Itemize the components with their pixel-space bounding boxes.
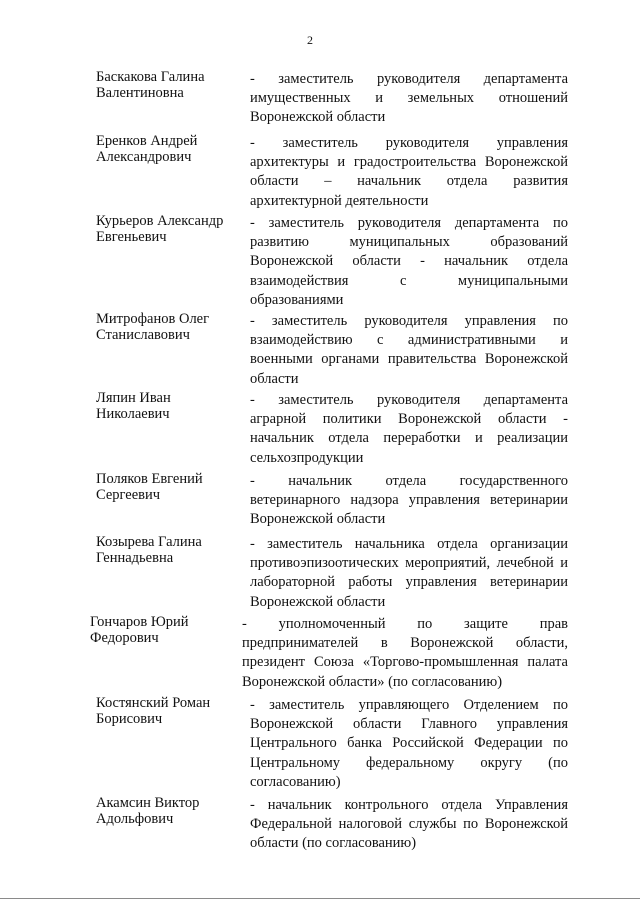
page-number: 2 — [307, 33, 313, 47]
person-name: Поляков Евгений Сергеевич — [96, 471, 203, 503]
person-name: Курьеров Александр Евгеньевич — [96, 213, 224, 245]
person-position: - заместитель руководителя управления по взаимодействию с административными и военными органами правительства Воронежской области — [250, 313, 568, 387]
person-name: Гончаров Юрий Федорович — [90, 614, 189, 646]
person-position: - заместитель начальника отдела организации противоэпизоотических мероприятий, лечебной и лабораторной работы управления ветеринарии Воронежской области — [250, 536, 568, 610]
person-position: - заместитель руководителя управления архитектуры и градостроительства Воронежской области – начальник отдела развития архитектурной деятельности — [250, 135, 568, 209]
person-name: Еренков Андрей Александрович — [96, 133, 198, 165]
person-position: - заместитель управляющего Отделением по Воронежской области Главного управления Центрального банка Российской Федерации по Центральному федеральному округу (по согласованию) — [250, 697, 568, 790]
person-name: Акамсин Виктор Адольфович — [96, 795, 200, 827]
person-position: - уполномоченный по защите прав предпринимателей в Воронежской области, президент Союза «Торгово-промышленная палата Воронежской области» (по согласованию) — [242, 616, 568, 690]
person-name: Ляпин Иван Николаевич — [96, 390, 171, 422]
person-name: Митрофанов Олег Станиславович — [96, 311, 210, 343]
person-position: - заместитель руководителя департамента имущественных и земельных отношений Воронежской области — [250, 71, 568, 126]
person-name: Баскакова Галина Валентиновна — [96, 69, 205, 101]
page-bottom-edge — [0, 898, 640, 899]
person-name: Костянский Роман Борисович — [96, 695, 211, 727]
person-position: - начальник контрольного отдела Управления Федеральной налоговой службы по Воронежской области (по согласованию) — [250, 797, 568, 852]
person-position: - заместитель руководителя департамента аграрной политики Воронежской области - начальник отдела переработки и реализации сельхозпродукции — [250, 392, 568, 466]
person-position: - заместитель руководителя департамента по развитию муниципальных образований Воронежской области - начальник отдела взаимодействия с муниципальными образованиями — [250, 215, 568, 308]
person-name: Козырева Галина Геннадьевна — [96, 534, 202, 566]
person-position: - начальник отдела государственного ветеринарного надзора управления ветеринарии Воронежской области — [250, 473, 568, 528]
